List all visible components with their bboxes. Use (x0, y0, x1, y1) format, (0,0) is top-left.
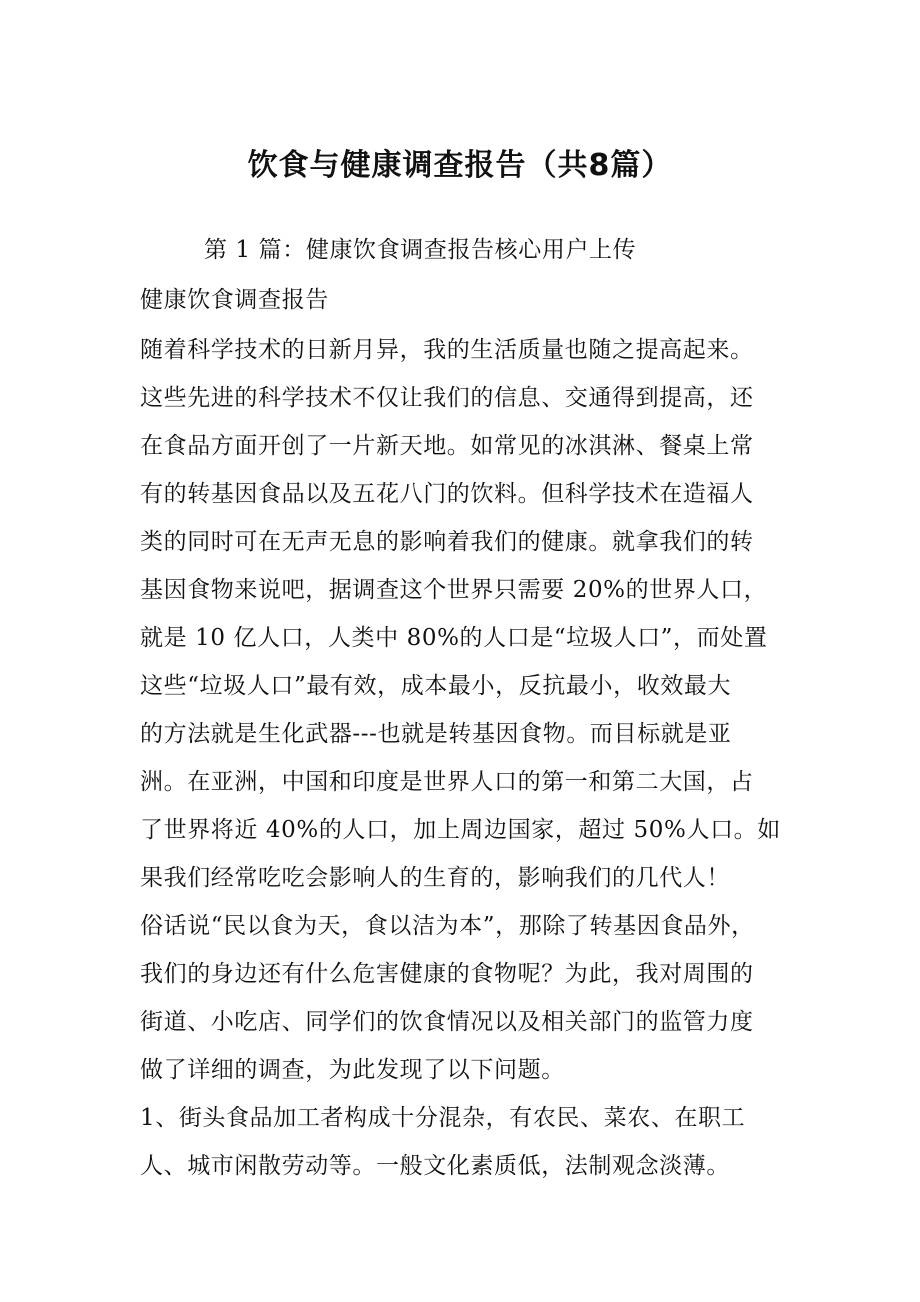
body-line: 做了详细的调查，为此发现了以下问题。 (140, 1057, 565, 1083)
body-line: 人、城市闲散劳动等。一般文化素质低，法制观念淡薄。 (140, 1153, 730, 1179)
document-body (140, 226, 800, 1190)
body-line: 这些先进的科学技术不仅让我们的信息、交通得到提高，还 (140, 385, 754, 411)
section-subtitle: 第 1 篇：健康饮食调查报告核心用户上传 (204, 237, 637, 263)
document-title: 饮食与健康调查报告（共8篇） (247, 148, 673, 183)
body-line: 随着科学技术的日新月异，我的生活质量也随之提高起来。 (140, 337, 754, 363)
body-line: 基因食物来说吧，据调查这个世界只需要 20%的世界人口， (140, 577, 768, 603)
body-line: 有的转基因食品以及五花八门的饮料。但科学技术在造福人 (140, 481, 754, 507)
body-line: 类的同时可在无声无息的影响着我们的健康。就拿我们的转 (140, 529, 754, 555)
body-line: 我们的身边还有什么危害健康的食物呢？为此，我对周围的 (140, 961, 754, 987)
body-line: 了世界将近 40%的人口，加上周边国家，超过 50%人口。如 (140, 817, 781, 843)
body-line: 就是 10 亿人口，人类中 80%的人口是“垃圾人口”，而处置 (140, 625, 768, 651)
body-line: 1、街头食品加工者构成十分混杂，有农民、菜农、在职工 (140, 1105, 746, 1131)
section-heading: 健康饮食调查报告 (140, 287, 329, 313)
body-line: 洲。在亚洲，中国和印度是世界人口的第一和第二大国，占 (140, 769, 754, 795)
body-line: 的方法就是生化武器---也就是转基因食物。而目标就是亚 (140, 721, 732, 747)
body-line: 街道、小吃店、同学们的饮食情况以及相关部门的监管力度 (140, 1009, 754, 1035)
body-line: 果我们经常吃吃会影响人的生育的，影响我们的几代人！ (140, 865, 730, 891)
body-line: 俗话说“民以食为天，食以洁为本”，那除了转基因食品外， (140, 913, 755, 939)
body-line: 这些“垃圾人口”最有效，成本最小，反抗最小，收效最大 (140, 673, 732, 699)
body-line: 在食品方面开创了一片新天地。如常见的冰淇淋、餐桌上常 (140, 433, 754, 459)
